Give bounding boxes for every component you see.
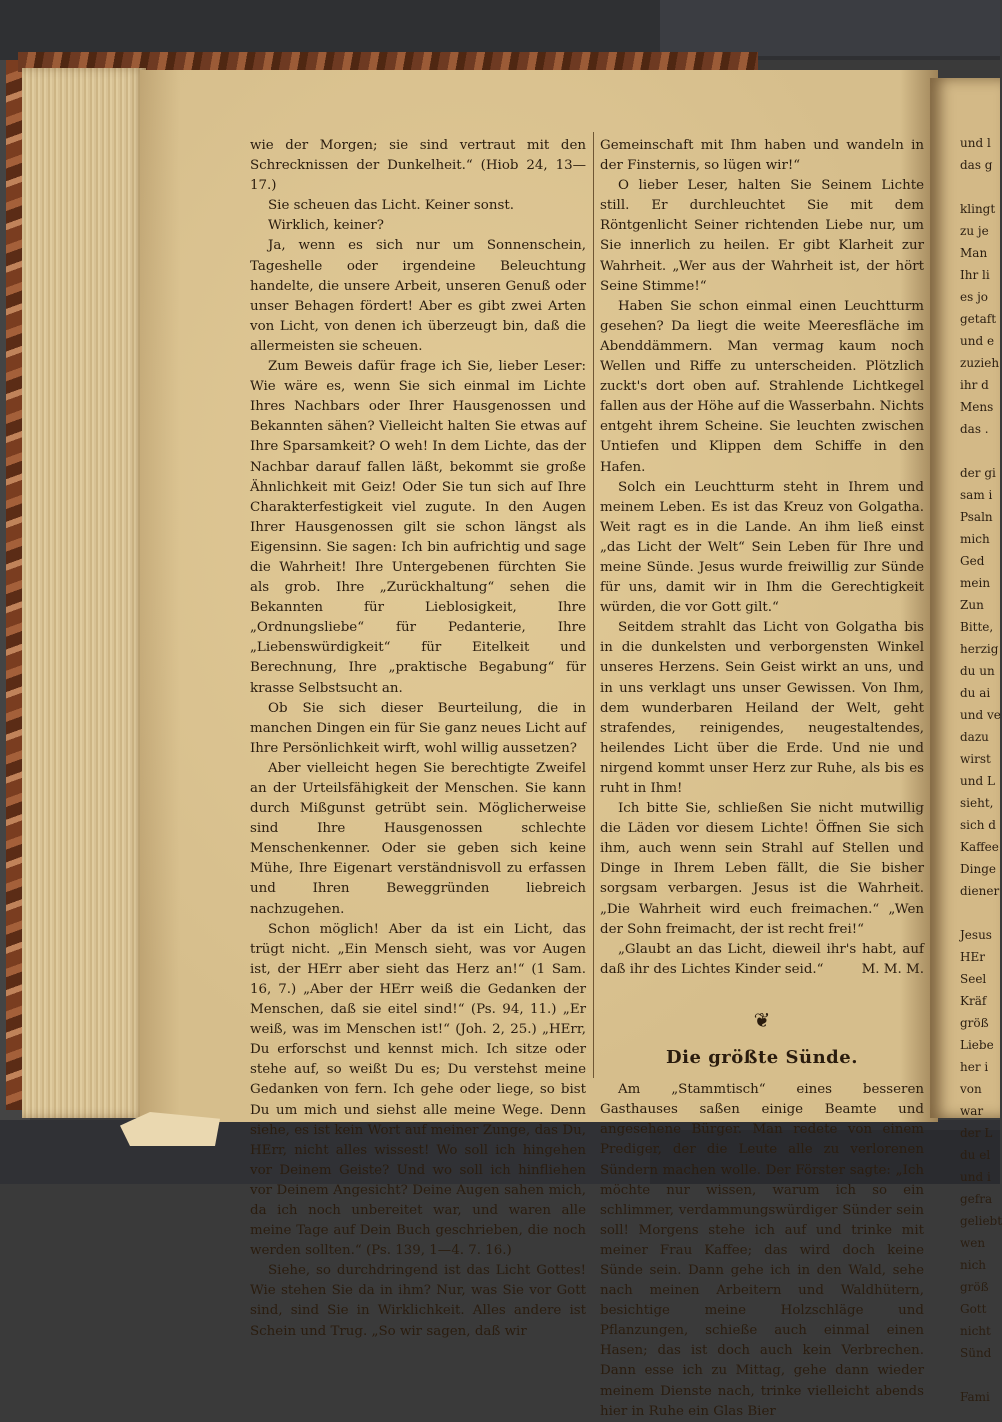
right-page-line: herzig bbox=[960, 642, 999, 656]
right-page-line: sich d bbox=[960, 818, 996, 832]
paragraph: Gemeinschaft mit Ihm haben und wandeln in der Finsternis, so lügen wir!“ bbox=[600, 138, 924, 174]
right-page-line: zu je bbox=[960, 224, 989, 238]
right-page-line: getaft bbox=[960, 312, 997, 326]
paragraph: wie der Morgen; sie sind vertraut mit den Schrecknissen der Dunkelheit.“ (Hiob 24, 13—17.) bbox=[250, 138, 586, 194]
right-page-line: mich bbox=[960, 532, 990, 546]
right-page-fragment bbox=[930, 78, 1002, 1404]
ornament-icon: ❦ bbox=[753, 1007, 771, 1032]
right-page-line: wen bbox=[960, 1236, 986, 1250]
paragraph: Ja, wenn es sich nur um Sonnenschein, Tageshelle oder irgendeine Beleuchtung handelte, die unsere Arbeit, unseren Genuß oder unser Behagen fördert! Aber es gibt zwei Arten von Licht, von denen ich überzeugt bin, daß die allermeisten sie scheuen. bbox=[250, 238, 586, 354]
right-page-line bbox=[930, 902, 1000, 924]
right-page-line: HEr bbox=[960, 950, 985, 964]
paragraph: Aber vielleicht hegen Sie berechtigte Zweifel an der Urteilsfähigkeit der Menschen. Sie kann durch Mißgunst getrübt sein. Möglicherweise sind Ihre Hausgenossen schlechte Menschenkenner. Oder sie geben sich keine Mühe, Ihre Eigenart verständnisvoll zu erfassen und Ihren Beweggründen liebreich nachzugehen. bbox=[250, 760, 586, 917]
right-page-line: Zun bbox=[960, 598, 984, 612]
paragraph: Siehe, so durchdringend ist das Licht Gottes! Wie stehen Sie da in ihm? Nur, was Sie vor Gott sind, sind Sie in Wirklichkeit. Alles andere ist Schein und Trug. „So wir sagen, daß wir bbox=[250, 1263, 586, 1339]
paragraph: Schon möglich! Aber da ist ein Licht, das trügt nicht. „Ein Mensch sieht, was vor Augen ist, der HErr aber sieht das Herz an!“ (1 Sam. 16, 7.) „Aber der HErr weiß die Gedanken der Menschen, daß sie eitel sind!“ (Ps. 94, 11.) „Er weiß, was im Menschen ist!“ (Joh. 2, 25.) „HErr, Du erforschst und kennst mich. Ich sitze oder stehe auf, so weißt Du es; Du verstehst meine Gedanken von fern. Ich gehe oder liege, so bist Du um mich und siehst alle meine Wege. Denn siehe, es ist kein Wort auf meiner Zunge, das Du, HErr, nicht alles wissest! Wo soll ich hingehen vor Deinem Geiste? Und wo soll ich hinfliehen vor Deinem Angesicht? Deine Augen sahen mich, da ich noch unbereitet war, und waren alle meine Tage auf Dein Buch geschrieben, die noch werden sollten.“ (Ps. 139, 1—4. 7. 16.) bbox=[250, 921, 586, 1259]
right-page-line: mein bbox=[960, 576, 991, 590]
right-page-line: Seel bbox=[960, 972, 987, 986]
right-page-line: von bbox=[960, 1082, 982, 1096]
right-page-line: geliebt bbox=[960, 1214, 1002, 1228]
right-page-line: größ bbox=[960, 1280, 989, 1294]
paragraph: Zum Beweis dafür frage ich Sie, lieber Leser: Wie wäre es, wenn Sie sich einmal im Lichte Ihres Nachbars oder Ihrer Hausgenossen und Bekannten sähen? Vielleicht halten Sie etwas auf Ihre Sparsamkeit? O weh! In dem Lichte, das der Nachbar darauf fallen läßt, bekommt sie große Ähnlichkeit mit Geiz! Oder Sie tun sich auf Ihre Charakterfestigkeit viel zugute. In den Augen Ihrer Hausgenossen gilt sie schon längst als Eigensinn. Sie sagen: Ich bin aufrichtig und sage die Wahrheit! Ihre Untergebenen fürchten Sie als grob. Ihre „Zurückhaltung“ sehen die Bekannten für Lieblosigkeit, Ihre „Ordnungsliebe“ für Pedanterie, Ihre „Liebenswürdigkeit“ für Eitelkeit und Berechnung, Ihre „praktische Begabung“ für krasse Selbstsucht an. bbox=[250, 359, 586, 696]
right-page-line: Kräf bbox=[960, 994, 987, 1008]
right-page-line: Ihr li bbox=[960, 268, 990, 282]
right-page-line: wirst bbox=[960, 752, 991, 766]
page-stack-edges bbox=[22, 68, 146, 1118]
right-page-line: und l bbox=[960, 136, 991, 150]
right-page-line: war bbox=[960, 1104, 984, 1118]
right-page-line: nicht bbox=[960, 1324, 991, 1338]
paragraph: Ich bitte Sie, schließen Sie nicht mutwillig die Läden vor diesem Lichte! Öffnen Sie sich ihm, auch wenn sein Strahl auf Stellen und Dinge in Ihrem Leben fällt, die Sie bisher sorgsam verbargen. Jesus ist die Wahrheit. „Die Wahrheit wird euch freimachen.“ „Wen der Sohn freimacht, der ist recht frei!“ bbox=[600, 801, 924, 937]
right-page-line: dazu bbox=[960, 730, 989, 744]
paragraph: Solch ein Leuchtturm steht in Ihrem und meinem Leben. Es ist das Kreuz von Golgatha. Weit ragt es in die Lande. An ihm ließ einst „das Licht der Welt“ Sein Leben für Ihre und meine Sünde. Jesus wurde freiwillig zur Sünde für uns, damit wir in Ihm die Gerechtigkeit würden, die vor Gott gilt.“ bbox=[600, 479, 924, 616]
background-top bbox=[0, 0, 1000, 60]
right-page-line: Mens bbox=[960, 400, 994, 414]
right-page-line: und i bbox=[960, 1170, 991, 1184]
right-page-line: du ai bbox=[960, 686, 991, 700]
right-page-line: Fami bbox=[960, 1390, 990, 1404]
right-page-line: diener bbox=[960, 884, 1000, 898]
right-page-line bbox=[930, 1364, 1000, 1386]
right-page-line: Sünd bbox=[960, 1346, 992, 1360]
right-page-line: das g bbox=[960, 158, 993, 172]
right-page-line: Psaln bbox=[960, 510, 993, 524]
right-page-line: Kaffee bbox=[960, 840, 999, 854]
right-page-line: Ged bbox=[960, 554, 985, 568]
right-page-line: der gi bbox=[960, 466, 996, 480]
right-page-line: größ bbox=[960, 1016, 989, 1030]
paragraph: Wirklich, keiner? bbox=[268, 218, 384, 234]
right-page-line: Dinge bbox=[960, 862, 996, 876]
text-column-right bbox=[600, 136, 924, 1422]
right-page-line: Man bbox=[960, 246, 988, 260]
right-page-line: zuzieh bbox=[960, 356, 1000, 370]
right-page-line: gefra bbox=[960, 1192, 993, 1206]
right-page-line: sam i bbox=[960, 488, 993, 502]
right-page-line: Bitte, bbox=[960, 620, 994, 634]
right-page-line: das . bbox=[960, 422, 989, 436]
paragraph: Am „Stammtisch“ eines besseren Gasthauses saßen einige Beamte und angesehene Bürger. Man redete von einem Prediger, der die Leute alle zu verlorenen Sündern machen wolle. Der Förster sagte: „Ich möchte nur wissen, warum ich so ein schlimmer, verdammungswürdiger Sünder sein soll! Morgens stehe ich auf und trinke mit meiner Frau Kaffee; das wird doch keine Sünde sein. Dann gehe ich in den Wald, sehe nach meinen Arbeitern und Waldhütern, besichtige meine Holzschläge und Pflanzungen, schieße auch einmal einen Hasen; das ist doch auch kein Verbrechen. Dann esse ich zu Mittag, gehe dann wieder meinem Dienste nach, trinke vielleicht abends hier in Ruhe ein Glas Bier bbox=[600, 1082, 924, 1419]
right-page-line: sieht, bbox=[960, 796, 994, 810]
text-column-left bbox=[250, 136, 586, 1342]
paragraph: „Glaubt an das Licht, dieweil ihr's habt, auf daß ihr des Lichtes Kinder seid.“ M. M. M. bbox=[600, 940, 924, 980]
right-page-line: klingt bbox=[960, 202, 996, 216]
column-divider bbox=[593, 132, 594, 1078]
signature: M. M. M. bbox=[861, 961, 924, 977]
right-page-line: her i bbox=[960, 1060, 989, 1074]
right-page-line: du un bbox=[960, 664, 995, 678]
right-page-text bbox=[930, 78, 1000, 1408]
paragraph: Sie scheuen das Licht. Keiner sonst. bbox=[268, 198, 514, 214]
right-page-line: es jo bbox=[960, 290, 989, 304]
right-page-line: nich bbox=[960, 1258, 987, 1272]
right-page-line: und e bbox=[960, 334, 995, 348]
paragraph: Haben Sie schon einmal einen Leuchtturm gesehen? Da liegt die weite Meeresfläche im Abenddämmern. Man vermag kaum noch Wellen und Riffe zu unterscheiden. Plötzlich zuckt's dort oben auf. Strahlende Lichtkegel fallen aus der Höhe auf die Wasserbahn. Nichts entgeht ihrem Scheine. Sie leuchten zwischen Untiefen und Klippen dem Schiffe in den Hafen. bbox=[600, 298, 924, 475]
paragraph: Seitdem strahlt das Licht von Golgatha bis in die dunkelsten und verborgensten Winkel unseres Herzens. Sein Geist wirkt an uns, und in uns verklagt uns unser Gewissen. Von Ihm, dem wunderbaren Heiland der Welt, geht strafendes, reinigendes, neugestaltendes, heilendes Licht über die Erde. Und nie und nirgend kommt unser Herz zur Ruhe, als bis es ruht in Ihm! bbox=[600, 620, 924, 796]
article-heading: Die größte Sünde. bbox=[666, 1047, 858, 1069]
right-page-line: du el bbox=[960, 1148, 991, 1162]
paragraph: Ob Sie sich dieser Beurteilung, die in manchen Dingen ein für Sie ganz neues Licht auf Ihre Persönlichkeit wirft, wohl willig aussetzen? bbox=[250, 700, 586, 756]
right-page-line: ihr d bbox=[960, 378, 989, 392]
right-page-line bbox=[930, 176, 1000, 198]
right-page-line: und L bbox=[960, 774, 995, 788]
paragraph: O lieber Leser, halten Sie Seinem Lichte still. Er durchleuchtet Sie mit dem Röntgenlicht Seiner richtenden Liebe nur, um Sie innerlich zu heilen. Er gibt Klarheit zur Wahrheit. „Wer aus der Wahrheit ist, der hört Seine Stimme!“ bbox=[600, 178, 924, 294]
right-page-line: und ve bbox=[960, 708, 1001, 722]
right-page-line: der L bbox=[960, 1126, 993, 1140]
right-page-line bbox=[930, 440, 1000, 462]
right-page-line: Jesus bbox=[960, 928, 992, 942]
right-page-line: Liebe bbox=[960, 1038, 994, 1052]
right-page-line: Gott bbox=[960, 1302, 987, 1316]
